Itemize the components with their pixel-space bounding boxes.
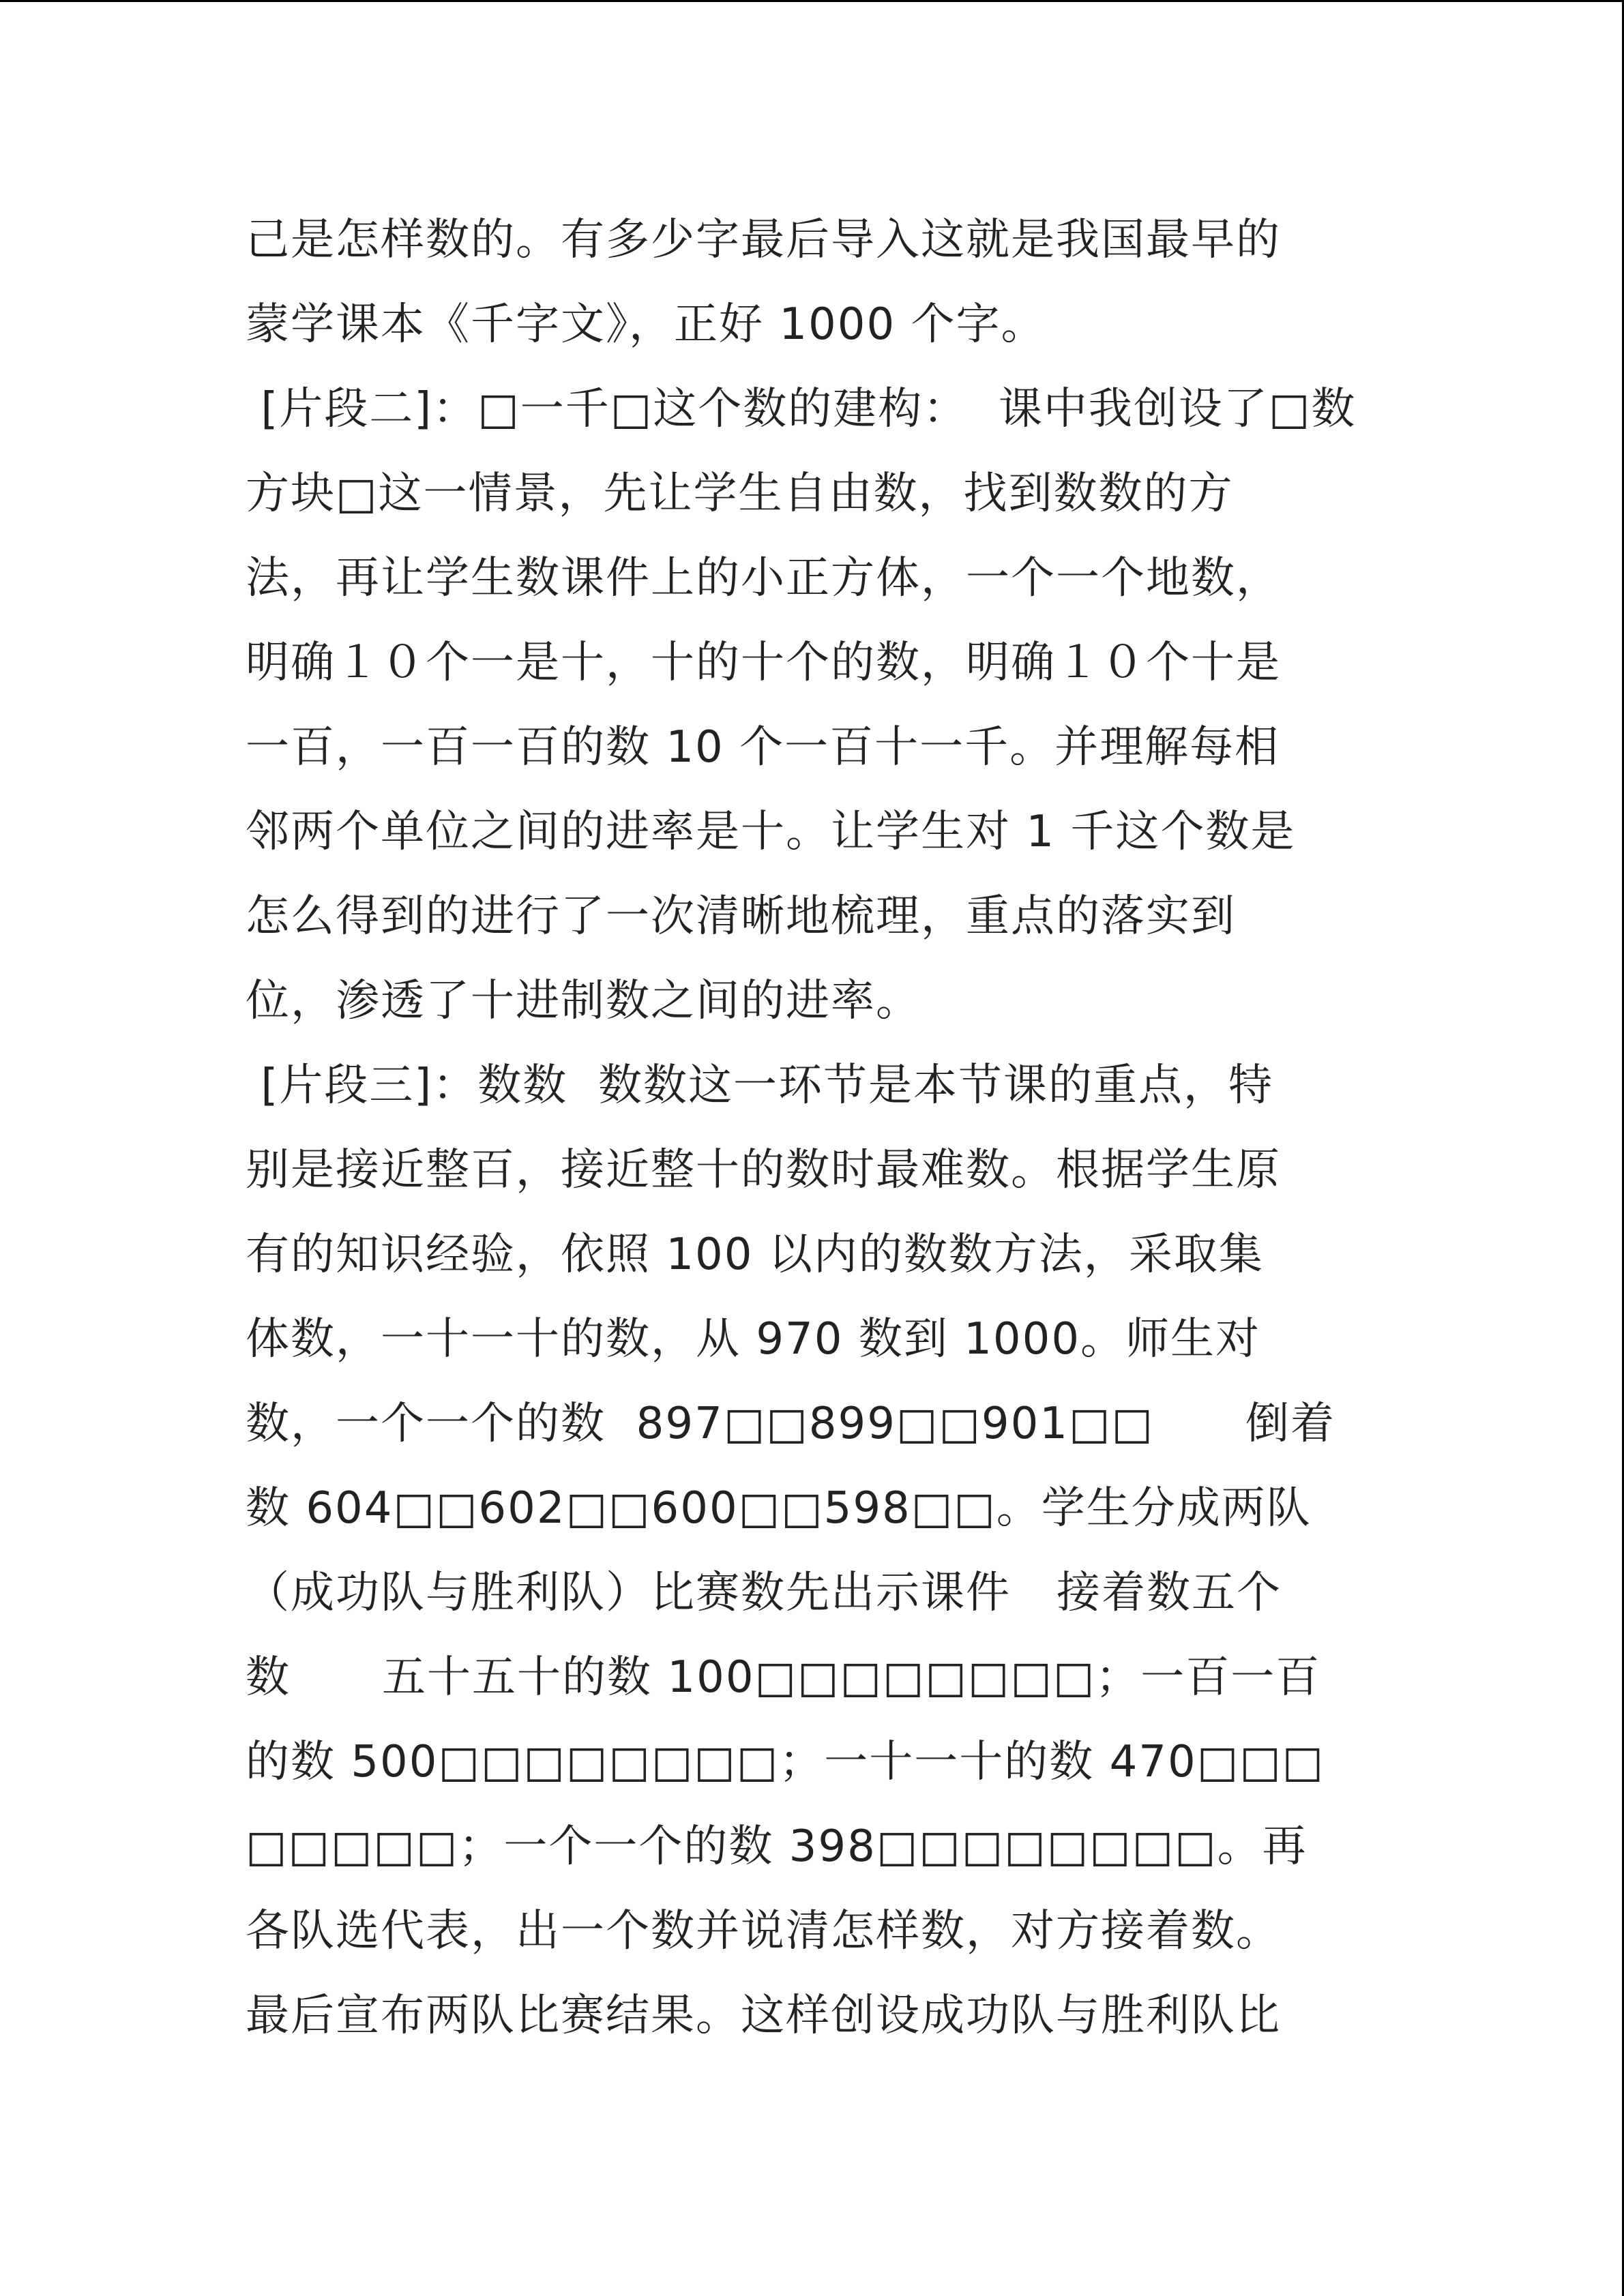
text-line: 位，渗透了十进制数之间的进率。 xyxy=(246,976,921,1026)
text-line: 邻两个单位之间的进率是十。让学生对 1 千这个数是 xyxy=(246,807,1296,857)
text-line: 数，一个一个的数 897□□899□□901□□ 倒着 xyxy=(246,1399,1336,1449)
text-line: 的数 500□□□□□□□□；一十一十的数 470□□□ xyxy=(246,1737,1325,1787)
text-line: 明确１０个一是十，十的十个的数，明确１０个十是 xyxy=(246,638,1281,688)
text-line: 己是怎样数的。有多少字最后导入这就是我国最早的 xyxy=(246,215,1281,265)
text-line: 怎么得到的进行了一次清晰地梳理，重点的落实到 xyxy=(246,891,1236,942)
text-line: 法，再让学生数课件上的小正方体，一个一个地数， xyxy=(246,553,1281,603)
text-line: □□□□□；一个一个的数 398□□□□□□□□。再 xyxy=(246,1821,1308,1872)
text-line: 方块□这一情景，先让学生自由数，找到数数的方 xyxy=(246,468,1234,519)
text-line: [片段三]：数数 数数这一环节是本节课的重点，特 xyxy=(246,1060,1273,1111)
text-line: 数 五十五十的数 100□□□□□□□□；一百一百 xyxy=(246,1652,1321,1703)
text-line: 蒙学课本《千字文》，正好 1000 个字。 xyxy=(246,299,1046,350)
text-line: （成功队与胜利队）比赛数先出示课件 接着数五个 xyxy=(246,1568,1282,1618)
text-line: 别是接近整百，接近整十的数时最难数。根据学生原 xyxy=(246,1145,1281,1195)
page-border-top xyxy=(0,0,1624,2)
text-line: [片段二]：□一千□这个数的建构： 课中我创设了□数 xyxy=(246,384,1357,434)
text-line: 一百，一百一百的数 10 个一百十一千。并理解每相 xyxy=(246,722,1280,773)
text-line: 体数，一十一十的数，从 970 数到 1000。师生对 xyxy=(246,1314,1261,1365)
text-line: 有的知识经验，依照 100 以内的数数方法，采取集 xyxy=(246,1229,1264,1280)
text-line: 各队选代表，出一个数并说清怎样数，对方接着数。 xyxy=(246,1906,1281,1956)
text-line: 数 604□□602□□600□□598□□。学生分成两队 xyxy=(246,1483,1312,1534)
text-line: 最后宣布两队比赛结果。这样创设成功队与胜利队比 xyxy=(246,1991,1281,2041)
